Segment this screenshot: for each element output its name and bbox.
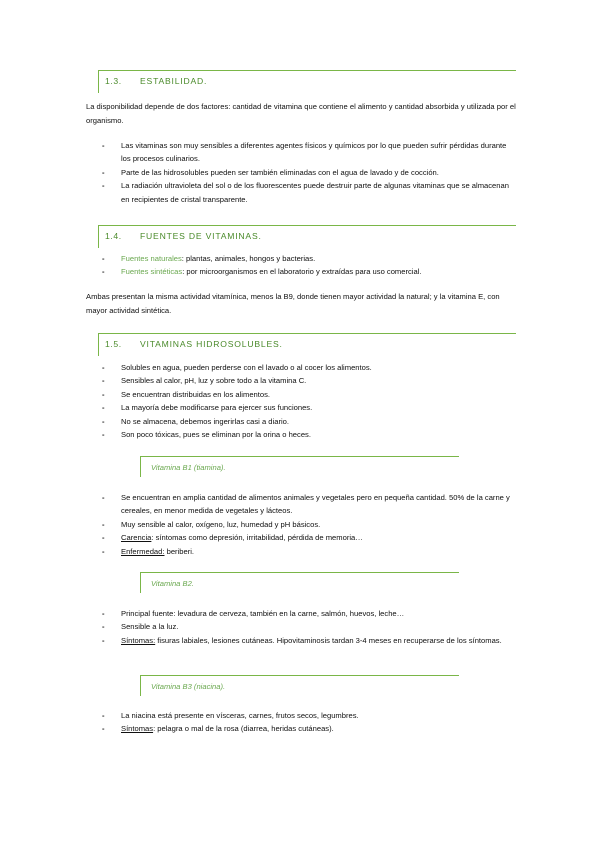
list-item (102, 531, 512, 544)
list-item: - Sensible a la luz. (102, 620, 512, 633)
list-item: - Parte de las hidrosolubles pueden ser también eliminadas con el agua de lavado y de cocción. (102, 166, 512, 179)
list-item: - Solubles en agua, pueden perderse con el lavado o al cocer los alimentos. (102, 361, 512, 374)
symptoms-label: Síntomas: (121, 635, 156, 645)
subheader-title: Vitamina B3 (niacina). (151, 682, 226, 691)
list-item (102, 252, 512, 265)
section-number: 1.4. (105, 231, 122, 241)
list-item (102, 265, 512, 278)
subheader-title: Vitamina B1 (tiamina). (151, 463, 226, 472)
list-item: - Se encuentran en amplia cantidad de alimentos animales y vegetales pero en pequeña cantidad. 50% de la carne y cereales, en menor medida de vegetales y lácteos. (102, 491, 512, 518)
section-number: 1.3. (105, 76, 122, 86)
list-item: - Son poco tóxicas, pues se eliminan por la orina o heces. (102, 428, 512, 441)
list-item: - Muy sensible al calor, oxígeno, luz, humedad y pH básicos. (102, 518, 512, 531)
deficiency-text: : síntomas como depresión, irritabilidad, pérdida de memoria… (151, 533, 363, 543)
list-item: - Principal fuente: levadura de cerveza, también en la carne, salmón, huevos, leche… (102, 607, 512, 620)
section-title: ESTABILIDAD. (140, 76, 208, 86)
natural-sources-text: : plantas, animales, hongos y bacterias. (181, 254, 316, 263)
vitamin-b3-list (102, 709, 512, 736)
natural-sources-label: Fuentes naturales (121, 254, 182, 263)
sources-outro: Ambas presentan la misma actividad vitamínica, menos la B9, donde tienen mayor actividad la natural; y la vitamina E, con mayor actividad sintética. (86, 292, 500, 315)
list-item: - No se almacena, debemos ingerirlas casi a diario. (102, 415, 512, 428)
disease-label: Enfermedad: (121, 546, 165, 556)
list-item (102, 545, 512, 558)
symptoms-text: : pelagra o mal de la rosa (diarrea, heridas cutáneas). (153, 724, 334, 734)
list-item (102, 722, 512, 735)
hydrosoluble-list (102, 361, 512, 441)
section-title: VITAMINAS HIDROSOLUBLES. (140, 339, 283, 349)
subheader-title: Vitamina B2. (151, 579, 194, 588)
symptoms-text: fisuras labiales, lesiones cutáneas. Hipovitaminosis tardan 3-4 meses en recuperarse de los síntomas. (155, 635, 502, 645)
list-item: - La radiación ultravioleta del sol o de los fluorescentes puede destruir parte de algunas vitaminas que se almacenan en recipientes de cristal transparente. (102, 179, 512, 206)
section-header-1-5 (98, 333, 516, 356)
list-item: - La mayoría debe modificarse para ejercer sus funciones. (102, 401, 512, 414)
vitamin-b2-list (102, 607, 512, 647)
list-item (102, 634, 512, 647)
stability-intro: La disponibilidad depende de dos factores: cantidad de vitamina que contiene el alimento y cantidad absorbida y utilizada por el organismo. (86, 102, 516, 125)
synthetic-sources-label: Fuentes sintéticas (121, 267, 183, 277)
vitamin-b1-list (102, 491, 512, 558)
section-header-1-4 (98, 225, 516, 248)
section-number: 1.5. (105, 339, 122, 349)
section-title: FUENTES DE VITAMINAS. (140, 231, 262, 241)
synthetic-sources-text: : por microorganismos en el laboratorio y extraídas para uso comercial. (182, 267, 422, 277)
symptoms-label: Síntomas (121, 724, 154, 734)
list-item: - La niacina está presente en vísceras, carnes, frutos secos, legumbres. (102, 709, 512, 722)
subheader-vitamin-b2 (140, 572, 459, 593)
disease-text: beriberi. (164, 546, 195, 556)
list-item: - Sensibles al calor, pH, luz y sobre todo a la vitamina C. (102, 374, 512, 387)
subheader-vitamin-b3 (140, 675, 459, 696)
sources-list (102, 252, 512, 279)
subheader-vitamin-b1 (140, 456, 459, 477)
deficiency-label: Carencia (121, 533, 152, 543)
list-item: - Las vitaminas son muy sensibles a diferentes agentes físicos y químicos por lo que pueden sufrir pérdidas durante los procesos culinarios. (102, 139, 512, 166)
stability-list (102, 139, 512, 206)
section-header-1-3 (98, 70, 516, 93)
list-item: - Se encuentran distribuidas en los alimentos. (102, 388, 512, 401)
